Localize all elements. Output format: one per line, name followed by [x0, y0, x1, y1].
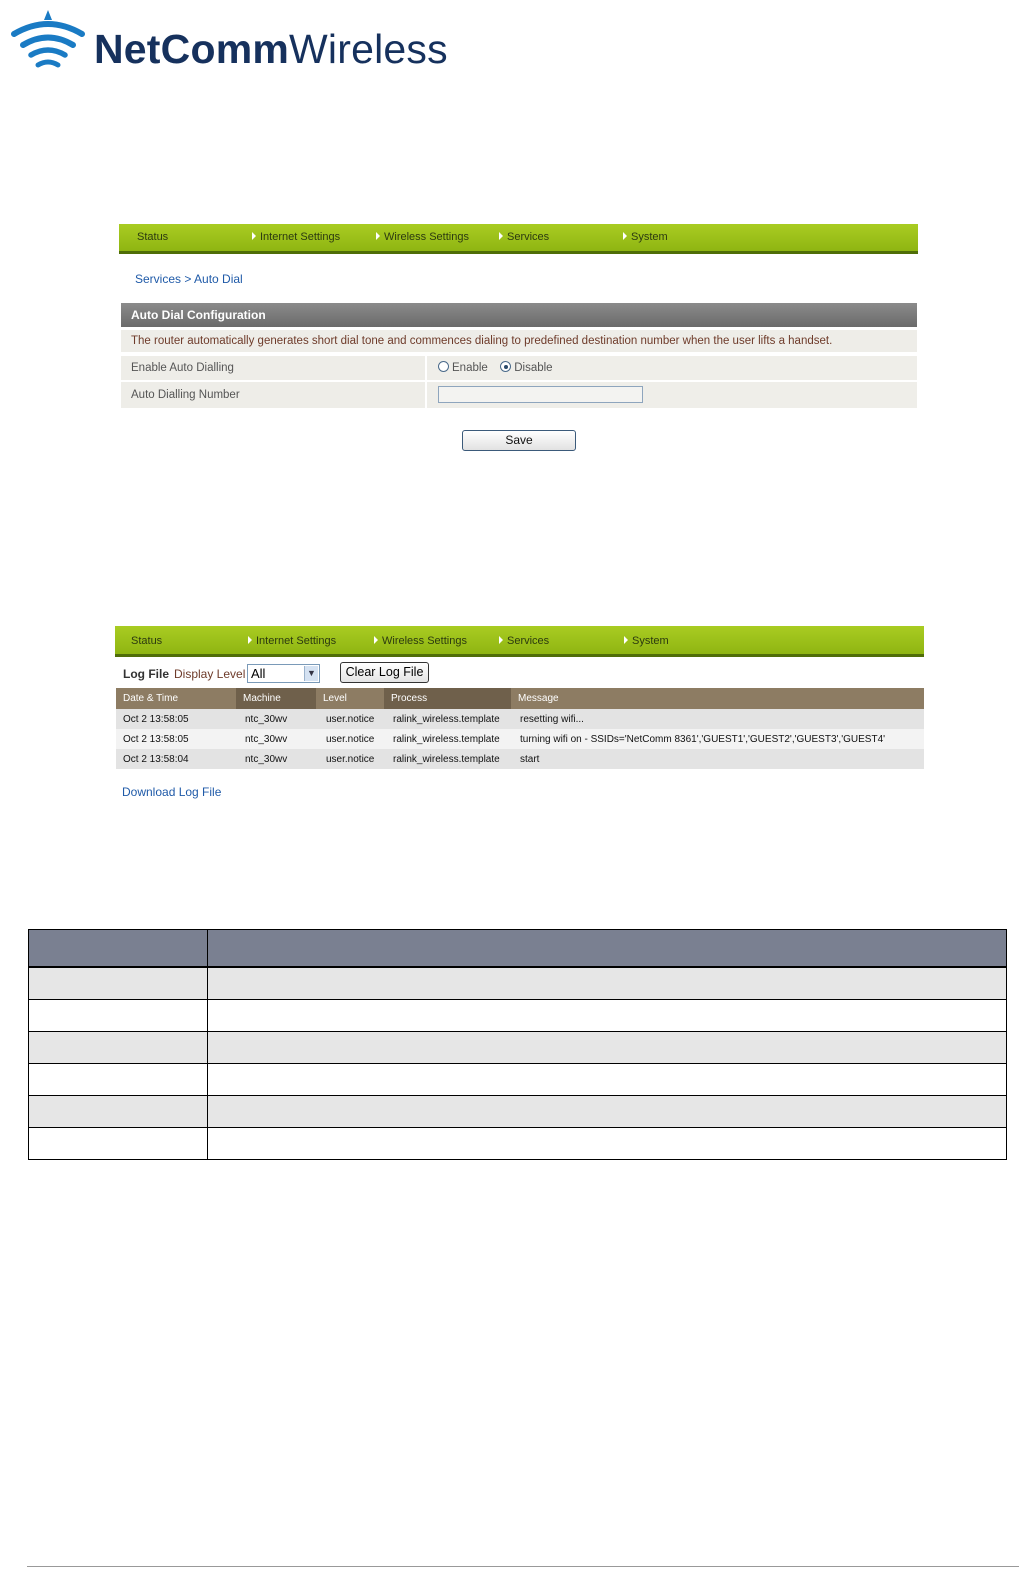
cell-machine: ntc_30wv [245, 754, 288, 765]
table-row [116, 729, 924, 749]
disable-option-label[interactable]: Disable [514, 362, 553, 374]
nav-wireless-settings[interactable]: Wireless Settings [374, 635, 467, 647]
cell-message: start [520, 754, 540, 765]
cell-date: Oct 2 13:58:04 [123, 754, 189, 765]
display-level-label: Display Level [174, 667, 246, 681]
nav-status[interactable]: Status [137, 231, 169, 243]
logo-text-light: Wireless [289, 26, 448, 72]
enable-label: Enable Auto Dialling [131, 362, 234, 374]
clear-log-button[interactable]: Clear Log File [340, 662, 429, 683]
cell-process: ralink_wireless.template [393, 754, 500, 765]
cell-machine: ntc_30wv [245, 734, 288, 745]
description-text: The router automatically generates short dial tone and commences dialing to predefined destination number when the user lifts a handset. [131, 335, 833, 347]
breadcrumb[interactable]: Services > Auto Dial [135, 272, 243, 286]
arrow-right-icon [623, 232, 627, 240]
nav-services[interactable]: Services [499, 635, 549, 647]
cell-process: ralink_wireless.template [393, 734, 500, 745]
nav-bar-top [119, 224, 918, 254]
nav-status[interactable]: Status [131, 635, 163, 647]
arrow-right-icon [499, 232, 503, 240]
log-file-title: Log File [123, 667, 169, 681]
display-level-select[interactable]: All ▼ [247, 664, 320, 683]
arrow-right-icon [252, 232, 256, 240]
blank-table [28, 929, 1007, 1160]
arrow-right-icon [624, 636, 628, 644]
download-log-link[interactable]: Download Log File [122, 785, 222, 799]
table-row [29, 1064, 1007, 1096]
nav-system[interactable]: System [623, 231, 668, 243]
cell-machine: ntc_30wv [245, 714, 288, 725]
col-date: Date & Time [123, 693, 179, 704]
cell-date: Oct 2 13:58:05 [123, 714, 189, 725]
number-label: Auto Dialling Number [131, 389, 240, 401]
cell-process: ralink_wireless.template [393, 714, 500, 725]
col-message: Message [518, 693, 559, 704]
cell-message: resetting wifi... [520, 714, 584, 725]
nav-internet-settings[interactable]: Internet Settings [252, 231, 340, 243]
enable-row [121, 356, 917, 380]
nav-wireless-settings[interactable]: Wireless Settings [376, 231, 469, 243]
nav-system[interactable]: System [624, 635, 669, 647]
table-row [29, 1096, 1007, 1128]
col-process: Process [384, 688, 511, 709]
wifi-signal-icon [10, 8, 86, 76]
number-row [121, 382, 917, 408]
table-row [116, 709, 924, 729]
arrow-right-icon [376, 232, 380, 240]
table-row [29, 1000, 1007, 1032]
auto-dial-number-input[interactable] [438, 386, 643, 403]
enable-option-label[interactable]: Enable [452, 362, 488, 374]
arrow-right-icon [499, 636, 503, 644]
nav-bar-log [115, 626, 924, 657]
table-header-row [29, 930, 1007, 968]
col-machine: Machine [236, 688, 316, 709]
table-row [29, 967, 1007, 1000]
cell-level: user.notice [326, 734, 375, 745]
arrow-right-icon [248, 636, 252, 644]
description-row [121, 330, 917, 352]
cell-level: user.notice [326, 754, 375, 765]
col-level: Level [323, 693, 347, 704]
page-footer-rule [27, 1566, 1019, 1567]
logo-text-bold: NetComm [94, 26, 290, 72]
cell-message: turning wifi on - SSIDs='NetComm 8361','GUEST1','GUEST2','GUEST3','GUEST4' [520, 734, 886, 745]
table-row [29, 1128, 1007, 1160]
chevron-down-icon[interactable]: ▼ [304, 666, 318, 681]
nav-services[interactable]: Services [499, 231, 549, 243]
section-title: Auto Dial Configuration [121, 303, 917, 327]
cell-date: Oct 2 13:58:05 [123, 734, 189, 745]
disable-radio[interactable] [500, 361, 511, 372]
cell-level: user.notice [326, 714, 375, 725]
save-button[interactable]: Save [462, 430, 576, 451]
log-table-header [116, 688, 924, 709]
table-row [116, 749, 924, 769]
arrow-right-icon [374, 636, 378, 644]
table-row [29, 1032, 1007, 1064]
enable-radio[interactable] [438, 361, 449, 372]
nav-internet-settings[interactable]: Internet Settings [248, 635, 336, 647]
